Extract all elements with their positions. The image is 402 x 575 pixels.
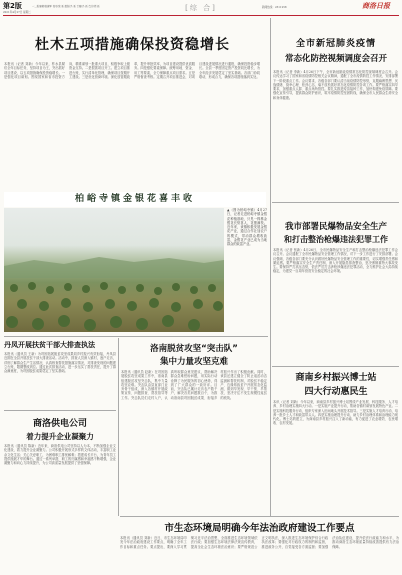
right-mid-divider: [272, 366, 399, 367]
left-mid-body: 本报讯（通讯员 王新）为巩固拓展脱贫攻坚成果同乡村振兴有效衔接，丹凤县近期在全县开展扶贫干部大排查活动。活动中，排查人员深入镇村，逐户走访，详细了解群众生产生活情况，认真核查帮扶措施落实情况，对排查发现的问题建立台账，限期整改到位。通过此次排查活动，进一步压实了帮扶责任，提升了群众满意度，为巩固脱贫成果奠定了坚实基础。: [4, 352, 116, 374]
bottom-story-divider: [120, 516, 399, 517]
column-divider-main: [270, 18, 271, 516]
photo-caption: ▲（图为柏峪寺镇）4月27日，记者走进柏峪寺镇金银花种植基地，只见一株株金银花长势喜人，花蕾满枝。近年来，该镇积极发展金银花产业，通过合作社加农户的模式，带动群众增收致富，金银花产业已成为当地群众的致富产业。: [227, 208, 267, 247]
left-bottom-headline-2: 着力提升企业凝聚力: [26, 432, 94, 441]
left-mid-top-divider: [4, 336, 268, 337]
left-mid-headline: 丹凤开展扶贫干部大排查执法: [4, 341, 95, 349]
left-bottom-headline-1: 商洛供电公司: [32, 419, 87, 429]
right-top-body: 本报讯（记者 李新）4月26日下午，全市新冠肺炎疫情常态化防控视频调度会召开。会议传达学习了国家和省疫情防控相关会议精神，通报了全市疫情防控工作情况，安排部署下一阶段重点工作。会议要求，各级各部门要认清当前疫情防控形势，克服麻痹思想、厌战情绪、侥幸心理、松劲心态，毫不放松抓好常态化疫情防控各项工作。要严格落实四早要求，加强重点人群、重点场所管控。要扎实推进疫苗接种工作，加快构建免疫屏障。要强化宣传引导，提高群众防护意识，筑牢疫情防控坚固防线，确保全市人民群众生命安全和身体健康。: [273, 70, 398, 100]
lead-body: 本报讯（记者 刘新）今年以来，柞水县紧盯全年目标任务，坚持项目为王，突出抓好项目建设，以五项措施确保投资稳增长。一是强化项目谋划。围绕国家和省市投资方向，精准谋划一批重大项目，积极争取上级资金支持。二是狠抓项目开工。建立项目推进台账，实行清单化管理，确保项目按期开工建设。三是优化营商环境。深化放管服改革，提升审批效率，为项目建设提供优质服务。四是强化要素保障。统筹用地、资金、用工等要素，全力保障重点项目需求。五是严格督查考核。定期召开项目推进会，对项目建设进展情况进行通报，确保投资稳步增长。全县一季度固定资产投资同比增长，为全年经济发展奠定了坚实基础。各部门协同联动，形成合力，确保各项措施落到实处。: [4, 62, 260, 79]
newspaper-logo: 商洛日报: [362, 1, 390, 10]
bottom-story-headline: 市生态环境局明确今年法治政府建设工作要点: [164, 523, 355, 534]
right-top-divider: [272, 202, 399, 203]
section-bracket-right: ]: [212, 4, 217, 12]
right-bottom-body: 本讯（记者 刘新）今年以来，商南县乡村振兴博士站围绕产业发展、科技服务、人才培养、乡村治理实施四大行动。一是实施产业提升行动，帮助各镇村谋划发展特色产业。二是实施科技服务行动，组织专家深入田间地头开展技术指导。三是实施人才培育行动，培养一批乡土人才和致富带头人。四是实施治理提升行动，助力乡村治理体系和治理能力现代化。博士站的建立，为商南县乡村振兴注入了新动能，有力促进了农业增效、农民增收、农村发展。: [273, 400, 398, 426]
right-bottom-headline-1: 商南乡村振兴博士站: [295, 373, 377, 383]
center-mid-body: 本报讯（通讯员 赵新）在巩固拓展脱贫攻坚成果工作中，洛南县组建脱贫攻坚突击队，集中力量攻坚克难。突击队由县直部门业务骨干组成，深入各镇村开展政策宣传、问题排查、帮扶指导等工作。突击队员们走村入户，认真听取群众意见建议，帮助解决群众急难愁盼问题，用实际行动诠释了为民服务的初心使命，得到了广大群众的一致好评。目前，突击队已累计走访农户数千户，解决各类问题数百个，为推动洛南县巩固脱贫成果、衔接乡村振兴作出了积极贡献。同时，该县还建立健全了防止返贫动态监测和帮扶机制，对脱贫不稳定户、边缘易致贫户开展常态化监测，做到早发现、早干预、早帮扶，坚决守住不发生规模性返贫的底线。: [121, 370, 267, 400]
masthead-rule: [3, 15, 399, 16]
editor-line: 一二版编辑/张建军 校对/张 新 组版/冯 新 美编/冯 新 责任/郭 新: [32, 5, 100, 8]
right-top-headline-2: 常态化防控视频调度会召开: [284, 54, 387, 64]
bottom-story-body: 本报讯（通讯员 刘新）近日，市生态环境局印发今年法治政府建设工作要点，明确了全年工作目标和重点任务。要点提出，要深入学习贯彻习近平法治思想，全面推进生态环境领域依法行政；要加强生态环境法律法规宣传教育，提高全社会生态环境法治意识；要严格规范公正文明执法，深入推进生态环境保护综合行政执法改革；要强化对行政权力的制约和监督，推进政务公开，自觉接受各方面监督；要加强法治队伍建设，提升依法行政能力和水平，为推动商洛生态环境质量持续改善提供有力法治保障。: [120, 536, 399, 549]
page-number: 第2版: [3, 2, 22, 10]
left-bottom-top-divider: [4, 410, 116, 411]
center-mid-headline-2: 集中力量攻坚克难: [159, 357, 228, 367]
left-mid-divider: [118, 338, 119, 516]
right-mid-body: 本报讯（记者 张新）4月26日，全市民爆物品安全生产和打击整治枪爆违法犯罪工作会议召开。会议通报了全市民爆物品安全管理工作情况，对下一步工作进行了安排部署。会议强调，各级各部门要充分认识做好民爆物品安全管理工作的重要性，切实增强责任感和紧迫感。要严格落实安全生产责任制，深入开展隐患排查整治，坚决遏制重特大事故发生。要保持严打高压态势，依法严厉打击涉枪涉爆违法犯罪活动，全力维护社会大局持续稳定，为建党一百周年营造安全稳定的社会环境。: [273, 248, 398, 274]
right-mid-headline-1: 我市部署民爆物品安全生产: [284, 222, 387, 232]
right-mid-headline-2: 和打击整治枪爆违法犯罪工作: [284, 235, 388, 244]
right-top-headline-1: 全市新冠肺炎疫情: [295, 39, 376, 49]
date-line: 2021年4月27日 星期二: [3, 11, 31, 14]
hotline: 新闻热线：2311258: [262, 6, 287, 9]
section-title: 综 合: [189, 4, 213, 12]
section-label: [176, 3, 226, 13]
honeysuckle-field-photo: [4, 208, 224, 332]
lead-headline: 杜木五项措施确保投资稳增长: [35, 37, 230, 53]
photo-title-text: 柏峪寺镇金银花喜丰收: [74, 194, 195, 204]
center-mid-headline-1: 洛南脱贫攻坚“突击队”: [150, 344, 238, 354]
photo-title-banner: [4, 192, 266, 207]
section-bracket-left: [: [185, 4, 190, 12]
field-illustration: [4, 208, 224, 332]
left-bottom-body: 本报讯（通讯员 陈新）近年来，商洛供电公司坚持以人为本，不断加强企业文化建设，着力提升企业凝聚力。公司积极开展形式多样的文体活动，丰富职工业余文化生活；关心关爱职工，为困难职工排忧解难；搭建成长平台，为青年员工提供施展才华的舞台。通过一系列举措，职工的归属感和幸福感不断增强，企业凝聚力和向心力持续提升，为公司高质量发展提供了坚强保障。: [4, 444, 116, 466]
right-bottom-headline-2: 四大行动惠民生: [304, 387, 368, 397]
